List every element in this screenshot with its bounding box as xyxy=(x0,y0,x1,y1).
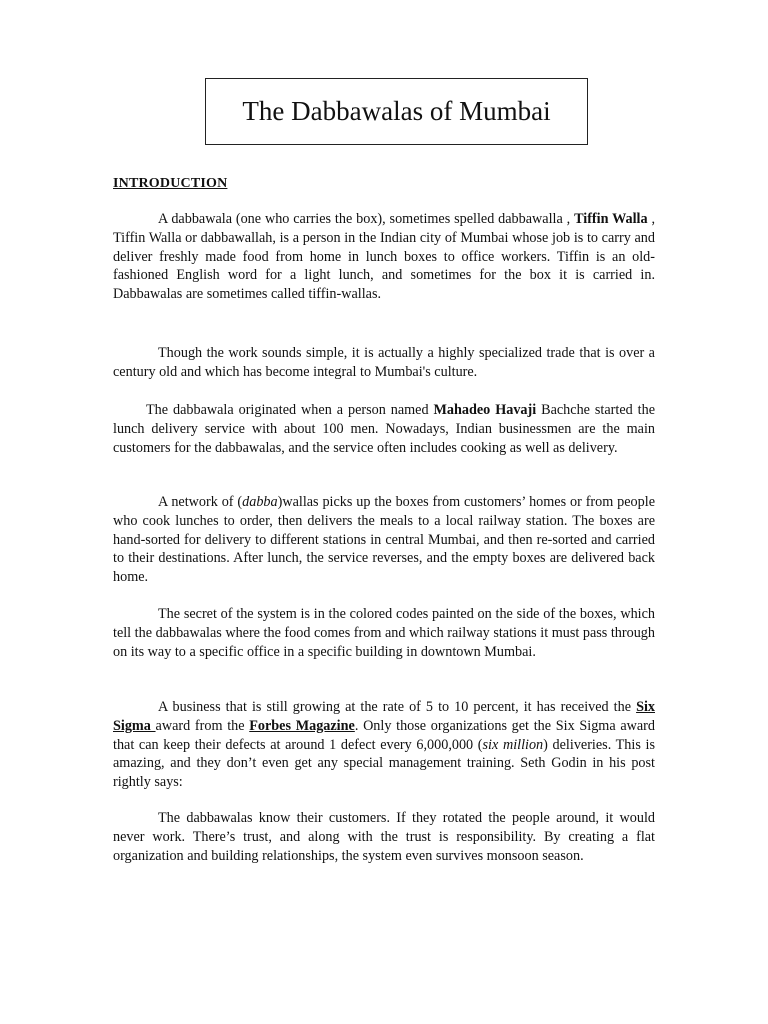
page-title: The Dabbawalas of Mumbai xyxy=(242,96,551,126)
paragraph-4 xyxy=(113,493,655,587)
paragraph-6-text-c: . Only those organizations get the Six Sigma award that can keep their defects at around 1 defect every 6,000,000 ( xyxy=(113,717,655,753)
paragraph-6-italic: six million xyxy=(482,736,544,753)
paragraph-5: The secret of the system is in the colored codes painted on the side of the boxes, which tell the dabbawalas where the food comes from and which railway stations it must pass through on its way to a specific office in a specific building in downtown Mumbai. xyxy=(113,606,655,660)
forbes-magazine-link[interactable]: Forbes Magazine xyxy=(249,717,355,734)
paragraph-6 xyxy=(113,698,655,792)
section-heading-introduction: INTRODUCTION xyxy=(113,176,228,191)
paragraph-4-text-c: )wallas picks up the boxes from customers’ homes or from people who cook lunches to order, then delivers the meals to a local railway station. The boxes are hand-sorted for delivery to different stations in central Mumbai, and then re-sorted and carried to their destinations. After lunch, the service reverses, and the empty boxes are delivered back home. xyxy=(113,494,655,586)
paragraph-6-text-b: award from the xyxy=(155,717,250,734)
paragraph-1-text-c: , Tiffin Walla or dabbawallah, is a person in the Indian city of Mumbai whose job is to carry and deliver freshly made food from home in lunch boxes to office workers. Tiffin is an old-fashioned English word for a light lunch, and sometimes for the box it is carried in. Dabbawalas are sometimes called tiffin-wallas. xyxy=(113,211,656,303)
paragraph-2: Though the work sounds simple, it is actually a highly specialized trade that is over a century old and which has become integral to Mumbai's culture. xyxy=(113,345,655,380)
paragraph-6-text-a: A business that is still growing at the rate of 5 to 10 percent, it has received the xyxy=(158,699,637,715)
paragraph-1-text-a: A dabbawala (one who carries the box), sometimes spelled dabbawalla , xyxy=(158,211,575,227)
paragraph-1 xyxy=(113,210,655,304)
paragraph-1-bold: Tiffin Walla xyxy=(574,211,648,227)
paragraph-4-italic: dabba xyxy=(242,494,278,510)
paragraph-3-text-a: The dabbawala originated when a person named xyxy=(146,402,434,418)
paragraph-3-text-c: Bachche started the lunch delivery service with about 100 men. Nowadays, Indian businessmen are the main customers for the dabbawalas, and the service often includes cooking as well as delivery. xyxy=(113,402,656,456)
paragraph-3-bold: Mahadeo Havaji xyxy=(433,402,537,418)
paragraph-3 xyxy=(113,401,655,457)
paragraph-7: The dabbawalas know their customers. If they rotated the people around, it would never work. There’s trust, and along with the trust is responsibility. By creating a flat organization and building relationships, the system even survives monsoon season. xyxy=(113,810,655,864)
six-sigma-link[interactable]: Six Sigma xyxy=(113,699,655,734)
paragraph-6-text-e: ) deliveries. This is amazing, and they don’t even get any special management training. Seth Godin in his post rightly says: xyxy=(113,736,655,791)
paragraph-4-text-a: A network of ( xyxy=(158,494,243,510)
title-box xyxy=(205,78,588,145)
